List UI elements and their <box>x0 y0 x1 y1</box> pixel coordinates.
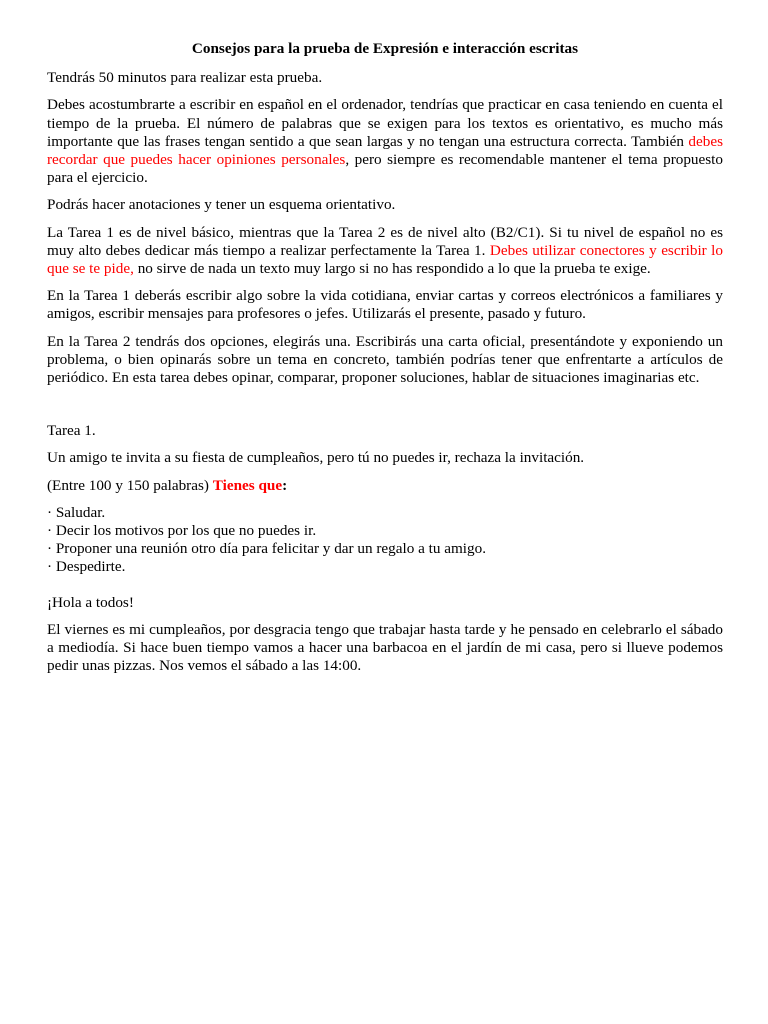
paragraph-task2: En la Tarea 2 tendrás dos opciones, elegirás una. Escribirás una carta oficial, presentándote y exponiendo un problema, o bien opinarás sobre un tema en concreto, también podrías tener que enfrentarte a artículos de periódico. En esta tarea debes opinar, comparar, proponer soluciones, hablar de situaciones imaginarias etc. <box>47 332 723 387</box>
paragraph-task1: En la Tarea 1 deberás escribir algo sobre la vida cotidiana, enviar cartas y correos electrónicos a familiares y amigos, escribir mensajes para profesores o jefes. Utilizarás el presente, pasado y futuro. <box>47 287 723 323</box>
word-count-highlight: Tienes que <box>212 476 283 494</box>
paragraph-levels-text-a: La Tarea 1 es de nivel básico, mientras que la Tarea 2 es de nivel alto (B2/C1). Si tu nivel de español no es muy alto debes dedicar más tiempo a realizar perfectamente la Tarea 1. <box>47 223 723 259</box>
paragraph-practice <box>47 96 723 187</box>
task-prompt: Un amigo te invita a su fiesta de cumpleaños, pero tú no puedes ir, rechaza la invitación. <box>47 449 585 467</box>
letter-greeting: ¡Hola a todos! <box>47 593 134 611</box>
task-heading: Tarea 1. <box>47 422 96 440</box>
word-count-line <box>47 477 723 495</box>
paragraph-practice-text-b: , pero siempre es recomendable mantener el tema propuesto para el ejercicio. <box>47 151 723 187</box>
list-item: · Proponer una reunión otro día para felicitar y dar un regalo a tu amigo. <box>47 540 487 558</box>
task-bullet-list <box>47 504 723 577</box>
paragraph-levels <box>47 224 723 279</box>
paragraph-practice-text-a: Debes acostumbrarte a escribir en español en el ordenador, tendrías que practicar en casa teniendo en cuenta el tiempo de la prueba. El número de palabras que se exigen para los textos es orientativo, es mucho más importante que las frases tengan sentido a que sean largas y no tengan una estructura correcta. También <box>47 96 723 150</box>
word-count-text: (Entre 100 y 150 palabras) <box>47 476 213 494</box>
spacer <box>47 586 723 594</box>
letter-body: El viernes es mi cumpleaños, por desgracia tengo que trabajar hasta tarde y he pensado en celebrarlo el sábado a mediodía. Si hace buen tiempo vamos a hacer una barbacoa en el jardín de mi casa, pero si llueve podemos pedir unas pizzas. Nos vemos el sábado a las 14:00. <box>47 620 723 675</box>
paragraph-levels-text-b: no sirve de nada un texto muy largo si no has respondido a lo que la prueba te exige. <box>133 260 651 278</box>
document-page <box>47 40 723 684</box>
list-item: · Decir los motivos por los que no puedes ir. <box>47 522 317 540</box>
paragraph-time: Tendrás 50 minutos para realizar esta prueba. <box>47 69 323 87</box>
spacer <box>47 396 723 422</box>
list-item: · Despedirte. <box>47 558 126 576</box>
document-title: Consejos para la prueba de Expresión e interacción escritas <box>191 40 579 57</box>
word-count-colon: : <box>282 476 288 494</box>
list-item: · Saludar. <box>47 503 106 521</box>
paragraph-notes: Podrás hacer anotaciones y tener un esquema orientativo. <box>47 196 396 214</box>
paragraph-practice-highlight: debes recordar que puedes hacer opiniones personales <box>47 132 723 169</box>
paragraph-levels-highlight: Debes utilizar conectores y escribir lo que se te pide, <box>47 241 723 278</box>
